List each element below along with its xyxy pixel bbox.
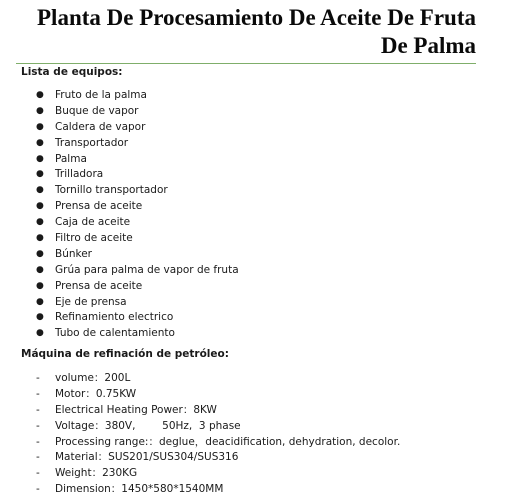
dash-icon: -: [36, 483, 40, 496]
refining-heading: Máquina de refinación de petróleo:: [21, 348, 229, 360]
list-item: - Material：SUS201/SUS304/SUS316: [0, 450, 400, 466]
dash-icon: -: [36, 451, 40, 464]
list-item: ● Eje de prensa: [0, 295, 239, 311]
dash-icon: -: [36, 372, 40, 384]
bullet-icon: ●: [36, 296, 44, 307]
page-title-line-2: De Palma: [380, 33, 476, 58]
equipment-heading: Lista de equipos:: [21, 66, 123, 78]
bullet-icon: ●: [36, 264, 44, 275]
list-item: ● Prensa de aceite: [0, 279, 239, 295]
dash-icon: -: [36, 435, 40, 448]
list-item: ● Buque de vapor: [0, 104, 239, 120]
list-item: ● Caja de aceite: [0, 215, 239, 231]
bullet-icon: ●: [36, 280, 44, 291]
list-item: ● Transportador: [0, 136, 239, 152]
list-item: ● Grúa para palma de vapor de fruta: [0, 263, 239, 279]
list-item: ● Filtro de aceite: [0, 231, 239, 247]
list-item: ● Refinamiento electrico: [0, 310, 239, 326]
dash-icon: -: [36, 403, 40, 416]
list-item: ● Fruto de la palma: [0, 88, 239, 104]
bullet-icon: ●: [36, 169, 44, 180]
equipment-list: [0, 88, 239, 342]
bullet-icon: ●: [36, 185, 44, 196]
bullet-icon: ●: [36, 153, 44, 164]
list-item: ● Prensa de aceite: [0, 199, 239, 215]
list-item: ● Tubo de calentamiento: [0, 326, 239, 342]
list-item: - Voltage：380V, 50Hz, 3 phase: [0, 419, 400, 435]
page-title: [0, 4, 476, 60]
refining-spec-list: [0, 371, 400, 498]
list-item: ● Búnker: [0, 247, 239, 263]
dash-icon: -: [36, 467, 40, 480]
list-item: ● Trilladora: [0, 167, 239, 183]
list-item: - Weight：230KG: [0, 466, 400, 482]
bullet-icon: ●: [36, 217, 44, 228]
list-item: - Motor：0.75KW: [0, 387, 400, 403]
list-item: - Electrical Heating Power：8KW: [0, 403, 400, 419]
bullet-icon: ●: [36, 233, 44, 244]
title-divider: [16, 63, 476, 64]
list-item: - volume：200L: [0, 371, 400, 387]
list-item: ● Tornillo transportador: [0, 183, 239, 199]
bullet-icon: ●: [36, 328, 44, 339]
page-title-line-1: Planta De Procesamiento De Aceite De Fruta: [37, 5, 476, 30]
bullet-icon: ●: [36, 105, 44, 116]
bullet-icon: ●: [36, 201, 44, 212]
list-item: - Dimension：1450*580*1540MM: [0, 482, 400, 498]
dash-icon: -: [36, 419, 40, 432]
list-item: ● Caldera de vapor: [0, 120, 239, 136]
list-item: - Processing range:：deglue，deacidification, dehydration, decolor.: [0, 435, 400, 451]
list-item: ● Palma: [0, 152, 239, 168]
bullet-icon: ●: [36, 248, 44, 259]
dash-icon: -: [36, 387, 40, 400]
bullet-icon: ●: [36, 90, 44, 100]
bullet-icon: ●: [36, 121, 44, 132]
bullet-icon: ●: [36, 137, 44, 148]
bullet-icon: ●: [36, 312, 44, 323]
